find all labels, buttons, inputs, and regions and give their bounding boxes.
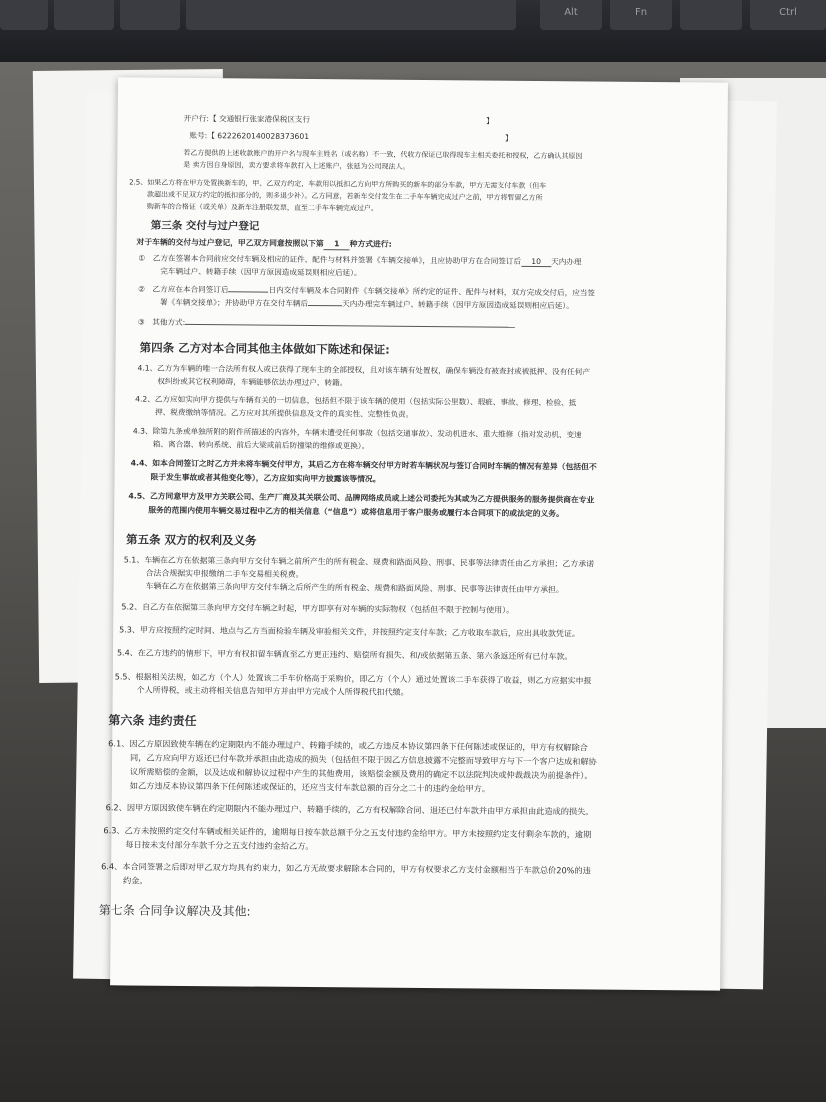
clause-4-5: 4.5、乙方同意甲方及甲方关联公司、生产厂商及其关联公司、品牌网络成员或上述公司委托为其或为乙方提供服务的服务提供商在专业 [128, 491, 595, 505]
clause-5-4: 5.4、在乙方违约的情形下，甲方有权扣留车辆直至乙方更正违约、赔偿所有损失、和/或依据第五条、第六条返还所有已付车款。 [116, 648, 573, 662]
text-line: 服务的范围内使用车辆交易过程中乙方的相关信息（“信息”）或将信息用于客户服务或履行本合同项下的或法定的义务。 [148, 505, 564, 519]
text-line: 每日按未支付部分车款千分之五支付违约金给乙方。 [125, 839, 314, 852]
clause-2-5: 2.5、如果乙方将在甲方处置换新车的，甲、乙双方约定，车款用以抵扣乙方向甲方所购买的新车的部分车款，甲方无需支付车款（但车 [129, 178, 547, 191]
bank-line: 开户行:【 交通银行张家港保税区支行 】 [183, 113, 494, 126]
text-line: 同，乙方应向甲方返还已付车款并承担由此造成的损失（包括但不限于因乙方信息披露不完整而导致甲方与下一个客户达成和解协 [130, 752, 597, 767]
text-line: 合法合规据实申报缴纳二手车交易相关税费。 [145, 568, 304, 579]
text-line: 购新车的合格证（或关单）及新车注册联发票，直至二手车车辆完成过户。 [146, 202, 378, 213]
clause-5-3: 5.3、甲方应按照约定时间、地点与乙方当面检验车辆及审验相关文件，并按照约定支付车款；乙方收取车款后，应出具收款凭证。 [119, 625, 580, 639]
section-4-heading: 第四条 乙方对本合同其他主体做如下陈述和保证: [139, 340, 390, 357]
clause-6-4: 6.4、本合同签署之后即对甲乙双方均具有约束力，如乙方无故要求解除本合同的，甲方有权要求乙方支付金额相当于车款总价20%的违 [101, 861, 591, 876]
section-3-heading: 第三条 交付与过户登记 [150, 219, 260, 233]
option-2: ② 乙方应在本合同签订后 日内交付车辆及本合同附件《车辆交接单》所约定的证件、配件与材料，双方完成交付后，应当签 [138, 284, 596, 298]
fn-key: Fn [610, 0, 672, 30]
text-line: 车辆在乙方在依据第三条向甲方交付车辆之后所产生的所有税金、规费和路面风险、刑事、民事等法律责任由甲方承担。 [145, 581, 564, 595]
clause-4-1: 4.1、乙方为车辆的唯一合法所有权人或已获得了现车主的全部授权，且对该车辆有处置权，确保车辆没有被查封或被抵押、没有任何产 [137, 363, 591, 377]
key [0, 0, 48, 30]
text-line: 箱、离合器、转向系统、前后大梁或前后防撞梁的维修或更换）。 [152, 439, 370, 451]
section-7-heading: 第七条 合同争议解决及其他: [98, 903, 251, 919]
key [120, 0, 180, 30]
section-6-heading: 第六条 违约责任 [108, 713, 197, 729]
clause-6-3: 6.3、乙方未按照约定交付车辆或相关证件的，逾期每日按车款总额千分之五支付违约金给甲方。甲方未按照约定支付剩余车款的，逾期 [103, 825, 592, 840]
clause-4-3: 4.3、除第九条或单独所附的附件所描述的内容外，车辆未遭受任何事故（包括交通事故）、发动机进水、重大维修（指对发动机、变速 [132, 426, 582, 440]
text-line: 若乙方提供的上述收款账户的开户名与现车主姓名（或名称）不一致，代收方保证已取得现车主相关委托和授权，乙方确认其原因 [183, 148, 583, 161]
clause-6-2: 6.2、因甲方原因致使车辆在约定期限内不能办理过户、转籍手续的，乙方有权解除合同、退还已付车款并由甲方承担由此造成的损失。 [105, 802, 594, 817]
text-line: 署《车辆交接单》；并协助甲方在交付车辆后 天内办理完车辆过户、转籍手续（因甲方原因造成延误则相应后延）。 [160, 297, 574, 311]
text-line: 个人所得税，或主动将相关信息告知甲方并由甲方完成个人所得税代扣代缴。 [136, 685, 409, 697]
clause-4-4: 4.4、如本合同签订之时乙方并未将车辆交付甲方，其后乙方在将车辆交付甲方时若车辆状况与签订合同时车辆的情况有差异（包括但不 [130, 458, 597, 472]
text-line: 约金。 [122, 875, 148, 886]
option-3: ③ 其他方式: [138, 318, 515, 331]
section-3-intro: 对于车辆的交付与过户登记，甲乙双方同意按照以下第 1 种方式进行: [136, 237, 392, 249]
clause-6-1: 6.1、因乙方原因致使车辆在约定期限内不能办理过户、转籍手续的，或乙方违反本协议第四条下任何陈述或保证的，甲方有权解除合 [108, 738, 588, 753]
clause-5-2: 5.2、自乙方在依据第三条向甲方交付车辆之时起，甲方即享有对车辆的实际物权（包括但不限于控制与使用）。 [121, 602, 515, 615]
text-line: 是 卖方因自身原因，卖方要求将车款打入上述账户，张延为公司现法人。 [183, 160, 410, 171]
option-1: ① 乙方在签署本合同前应交付车辆及相应的证件、配件与材料并签署《车辆交接单》，且应协助甲方在合同签订后 10 天内办理 [138, 253, 582, 267]
alt-key: Alt [540, 0, 602, 30]
spacebar-key [186, 0, 516, 30]
contract-page [98, 77, 728, 990]
clause-5-1: 5.1、车辆在乙方在依据第三条向甲方交付车辆之前所产生的所有税金、规费和路面风险、刑事、民事等法律责任由乙方承担；乙方承诺 [123, 555, 595, 569]
keyboard [0, 0, 826, 62]
key [54, 0, 114, 30]
account-line: 账号:【 622262014002837360‌1 】 [189, 130, 513, 143]
text-line: 如乙方违反本协议第四条下任何陈述或保证的，还应当支付车款总额的百分之二十的违约金给甲方。 [129, 780, 491, 794]
text-line: 押、税费缴纳等情况。乙方应对其所提供信息及文件的真实性、完整性负责。 [155, 407, 414, 419]
text-line: 议所需赔偿的金额，以及达成和解协议过程中产生的其他费用，该赔偿金额及费用的确定不以法院判决或仲裁裁决为前提条件）。 [129, 766, 593, 781]
text-line: 权纠纷或其它权利障碍，车辆能够依法办理过户、转籍。 [157, 376, 348, 388]
key [680, 0, 742, 30]
text-line: 限于发生事故或者其他变化等），乙方应如实向甲方披露该等情况。 [150, 472, 381, 484]
ctrl-key: Ctrl [750, 0, 826, 30]
clause-4-2: 4.2、乙方应如实向甲方提供与车辆有关的一切信息，包括但不限于该车辆的使用（包括实际公里数）、瑕疵、事故、修理、检验、抵 [135, 394, 577, 408]
text-line: 完车辆过户、转籍手续（因甲方原因造成延误则相应后延）。 [160, 266, 362, 278]
section-5-heading: 第五条 双方的权利及义务 [125, 532, 257, 548]
text-line: 款超出或不足双方约定的抵扣部分的，则多退少补）。乙方同意，若新车交付发生在二手车车辆完成过户之前，甲方将暂留乙方所 [146, 190, 543, 203]
clause-5-5: 5.5、根据相关法规，如乙方（个人）处置该二手车价格高于采购价，即乙方（个人）通过处置该二手车获得了收益，则乙方应据实申报 [114, 672, 592, 686]
